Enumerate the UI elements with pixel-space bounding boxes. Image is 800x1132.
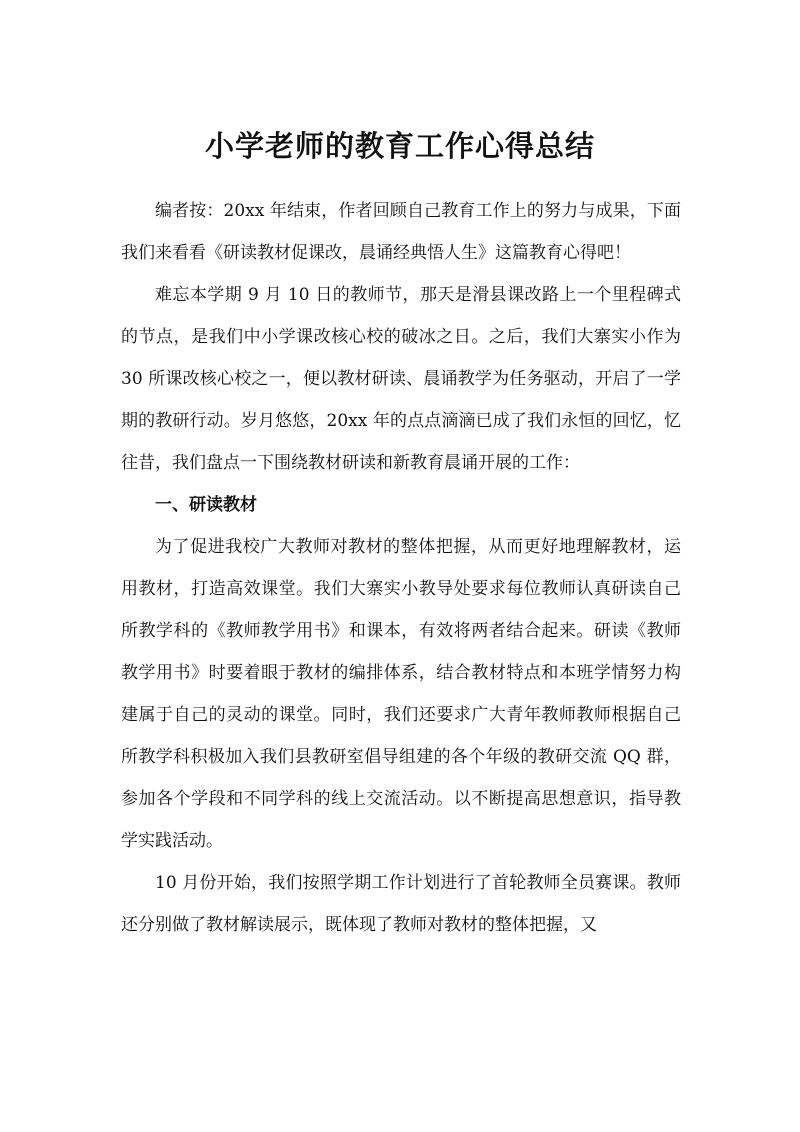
intro-paragraph: 难忘本学期 9 月 10 日的教师节，那天是滑县课改路上一个里程碑式的节点，是我们中小学课改核心校的破冰之日。之后，我们大寨实小作为 30 所课改核心校之一，便以教材研读、晨诵教学为任务驱动，开启了一学期的教研行动。岁月悠悠，20xx 年的点点滴滴已成了我们永恒的回忆，忆往昔，我们盘点一下围绕教材研读和新教育晨诵开展的工作： bbox=[121, 285, 681, 473]
editor-note-paragraph: 编者按：20xx 年结束，作者回顾自己教育工作上的努力与成果，下面我们来看看《研读教材促课改，晨诵经典悟人生》这篇教育心得吧！ bbox=[121, 201, 681, 263]
section-heading: 一、研读教材 bbox=[155, 495, 257, 515]
document-body bbox=[121, 190, 681, 946]
document-title: 小学老师的教育工作心得总结 bbox=[204, 129, 595, 163]
body-paragraph: 为了促进我校广大教师对教材的整体把握，从而更好地理解教材，运用教材，打造高效课堂。我们大寨实小教导处要求每位教师认真研读自己所教学科的《教师教学用书》和课本，有效将两者结合起来。研读《教师教学用书》时要着眼于教材的编排体系，结合教材特点和本班学情努力构建属于自己的灵动的课堂。同时，我们还要求广大青年教师教师根据自己所教学科积极加入我们县教研室倡导组建的各个年级的教研交流 QQ 群，参加各个学段和不同学科的线上交流活动。以不断提高思想意识，指导教学实践活动。 bbox=[121, 537, 681, 851]
body-paragraph: 10 月份开始，我们按照学期工作计划进行了首轮教师全员赛课。教师还分别做了教材解读展示，既体现了教师对教材的整体把握，又 bbox=[121, 873, 681, 935]
